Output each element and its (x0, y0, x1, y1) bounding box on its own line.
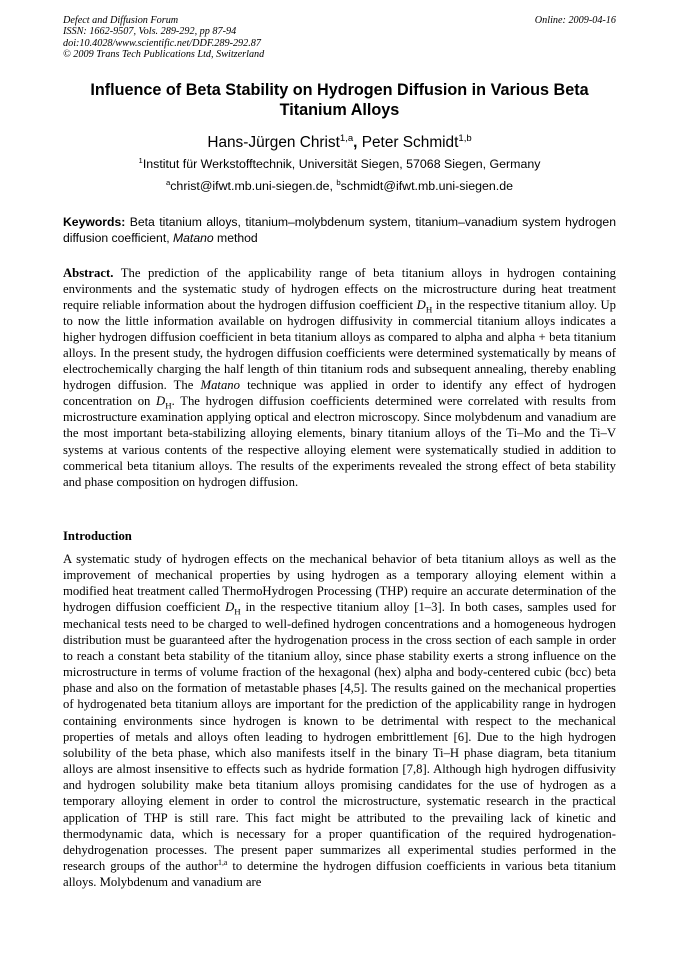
abstract-text: technique was applied in order to identify any effect of hydrogen concentration on (63, 378, 616, 409)
keywords-tail: method (213, 231, 258, 245)
intro-text: A systematic study of hydrogen effects on the mechanical behavior of beta titanium alloys as well as the improvement of mechanical properties by using hydrogen as a temporary alloying element within a modified heat treatment called ThermoHydrogen Processing (THP) require an accurate determination of the hydrogen diffusion coefficient (63, 552, 616, 615)
email-separator: , (329, 179, 337, 193)
email-mark: b (336, 177, 341, 187)
journal-name: Defect and Diffusion Forum (63, 15, 179, 26)
intro-text: in the respective titanium alloy [1–3]. In both cases, samples used for mechanical tests need to be charged to well-defined hydrogen concentrations and a homogeneous hydrogen distribution must be guaranteed after the hydrogenation process in the cross section of each sample in order to reach a constant beta stability of the titanium alloy, since phase stability exerts a strong influence on the microstructure in terms of volume fraction of the hexagonal (hex) alpha and body-centered cubic (bcc) beta phase and also on the formation of metastable phases [4,5]. The results gained on the mechanical properties of hydrogenated beta titanium alloys are important for the prediction of the applicability range in hydrogen containing environments since hydrogen is known to be detrimental with respect to the mechanical properties of metals and alloys often leading to hydrogen embrittlement [6]. Due to the high hydrogen solubility of the beta phase, which also manifests itself in the binary Ti–H phase diagram, beta titanium alloys are almost insensitive to effects such as hydride formation [7,8]. Although high hydrogen diffusivity and hydrogen solubility make beta titanium alloys promising candidates for the use of hydrogen as a temporary alloying element in order to control the microstructure, systematic research in the practical application of THP is still rare. This fact might be attributed to the prevailing lack of kinetic and thermodynamic data, which is necessary for a proper quantification of the required hydrogenation-dehydrogenation processes. The present paper summarizes all experimental studies performed in the research groups of the author (63, 600, 616, 873)
affiliation-mark: 1 (138, 155, 143, 165)
keywords-italic: Matano (173, 231, 214, 245)
issn-line: ISSN: 1662-9507, Vols. 289-292, pp 87-94 (63, 26, 237, 38)
symbol-d: D (225, 600, 235, 615)
keywords (63, 214, 616, 246)
author-separator: , (353, 134, 362, 151)
copyright-line: © 2009 Trans Tech Publications Ltd, Switzerland (63, 49, 265, 61)
matano-term: Matano (200, 378, 240, 393)
author-name: Hans-Jürgen Christ (207, 134, 340, 151)
author-affiliation-mark: 1,a (218, 857, 228, 867)
email-mark: a (165, 177, 171, 187)
author-list (63, 134, 616, 152)
doi-line[interactable]: doi:10.4028/www.scientific.net/DDF.289-292.87 (63, 37, 261, 49)
section-heading: Introduction (63, 529, 132, 543)
paper-title: Influence of Beta Stability on Hydrogen Diffusion in Various Beta Titanium Alloys (90, 81, 589, 119)
symbol-d: D (156, 394, 166, 409)
email-link[interactable]: schmidt@ifwt.mb.uni-siegen.de (340, 179, 514, 193)
author-emails (63, 179, 616, 194)
keywords-text: Beta titanium alloys, titanium–molybdenum system, titanium–vanadium system hydrogen diffusion coefficient, (63, 215, 616, 245)
abstract-label: Abstract. (63, 266, 114, 280)
author-affiliation-mark: 1,a (339, 132, 354, 144)
abstract-text: in the respective titanium alloy. Up to now the little information available on hydrogen diffusivity in commercial titanium alloys indicates a higher hydrogen diffusion coefficient in beta titanium alloys as compared to alpha and alpha + beta titanium alloys. In the present study, the hydrogen diffusion coefficients were determined systematically by means of electrochemically charging the half length of thin titanium rods and subsequent annealing, thereby enabling hydrogen diffusion. The (63, 298, 616, 393)
symbol-h-subscript: H (234, 607, 241, 617)
keywords-label: Keywords: (63, 215, 126, 229)
symbol-h-subscript: H (425, 304, 433, 315)
symbol-d: D (416, 298, 426, 313)
intro-text: to determine the hydrogen diffusion coefficients in various beta titanium alloys. Molybdenum and vanadium are (63, 858, 616, 890)
journal-header (63, 15, 616, 61)
introduction-body (63, 551, 616, 890)
symbol-h-subscript: H (165, 400, 172, 411)
online-date: Online: 2009-04-16 (534, 15, 616, 26)
email-link[interactable]: christ@ifwt.mb.uni-siegen.de (170, 179, 330, 193)
author-name: Peter Schmidt (361, 134, 459, 151)
abstract-text: The prediction of the applicability range of beta titanium alloys in hydrogen containing environments and the systematic study of hydrogen effects on the microstructure during heat treatment require reliable information about the hydrogen diffusion coefficient (63, 266, 616, 313)
affiliation-text: Institut für Werkstofftechnik, Universität Siegen, 57068 Siegen, Germany (142, 157, 541, 171)
abstract-text: . The hydrogen diffusion coefficients determined were correlated with results from microstructure examination applying optical and electron microscopy. Since molybdenum and vanadium are the most important beta-stabilizing alloying elements, binary titanium alloys of the Ti–Mo and the Ti–V systems at various contents of the respective alloying element were systematically studied in addition to commerical beta titanium alloys. The results of the experiments revealed the strong effect of beta stability and phase composition on hydrogen diffusion. (63, 394, 616, 489)
affiliation (63, 157, 616, 172)
abstract (63, 265, 616, 490)
author-affiliation-mark: 1,b (458, 132, 472, 144)
